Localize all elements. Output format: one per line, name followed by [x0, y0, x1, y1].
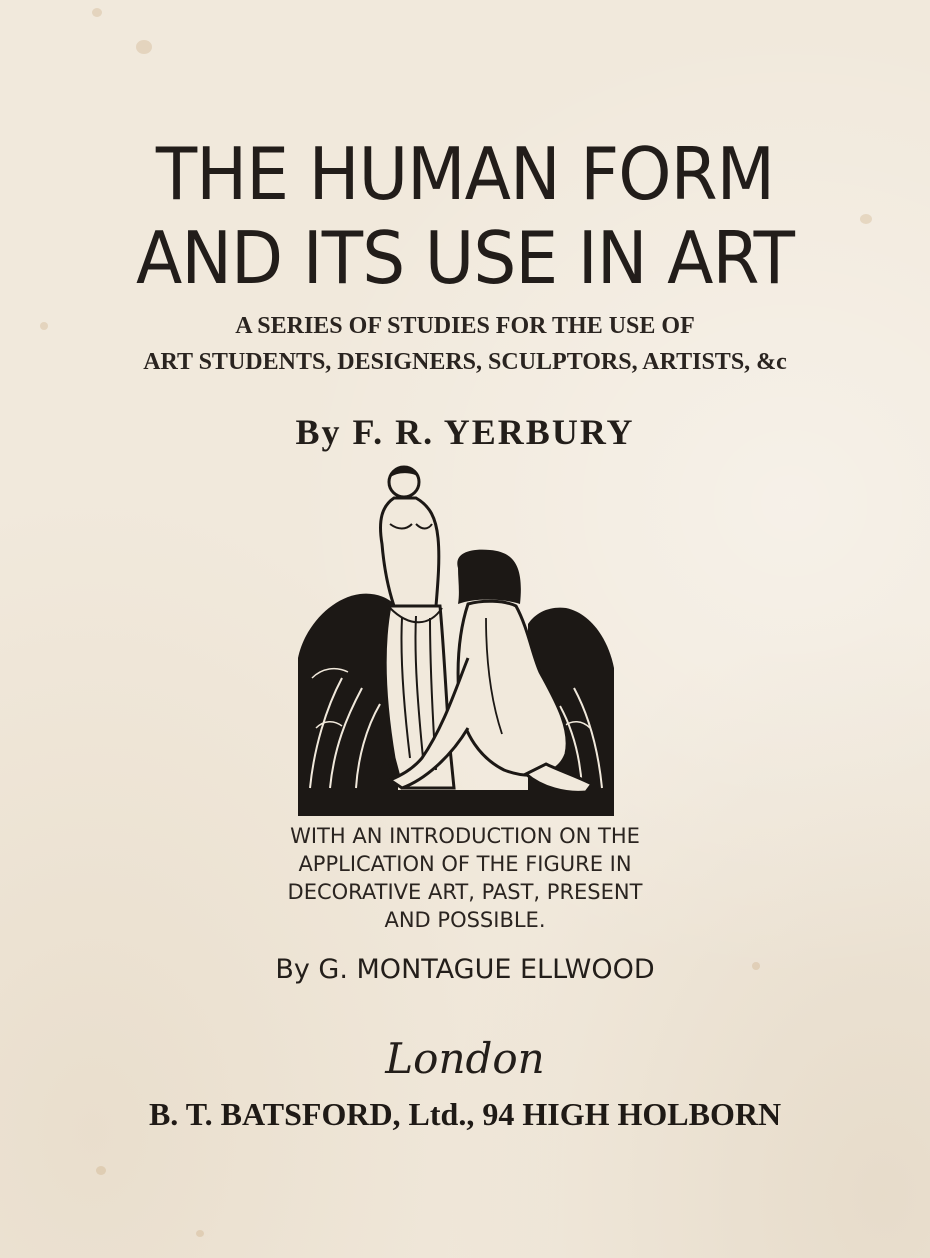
intro-line-2: APPLICATION OF THE FIGURE IN — [298, 852, 632, 876]
paper-stain — [136, 40, 152, 54]
intro-line-3: DECORATIVE ART, PAST, PRESENT — [287, 880, 643, 904]
paper-stain — [96, 1166, 106, 1175]
intro-author-credit: By G. MONTAGUE ELLWOOD — [275, 954, 655, 985]
woodcut-illustration — [290, 458, 620, 820]
subtitle-line-1: A SERIES OF STUDIES FOR THE USE OF — [235, 313, 695, 339]
title-line-1: THE HUMAN FORM — [155, 132, 775, 216]
imprint-city: London — [385, 1034, 545, 1083]
imprint-publisher: B. T. BATSFORD, Ltd., 94 HIGH HOLBORN — [148, 1096, 782, 1132]
title-line-2: AND ITS USE IN ART — [135, 216, 795, 300]
paper-stain — [92, 8, 102, 17]
paper-stain — [196, 1230, 204, 1237]
intro-line-4: AND POSSIBLE. — [384, 908, 546, 932]
subtitle-line-2: ART STUDENTS, DESIGNERS, SCULPTORS, ARTISTS, &c — [143, 349, 787, 375]
author-credit: By F. R. YERBURY — [295, 412, 635, 452]
intro-line-1: WITH AN INTRODUCTION ON THE — [290, 824, 640, 848]
